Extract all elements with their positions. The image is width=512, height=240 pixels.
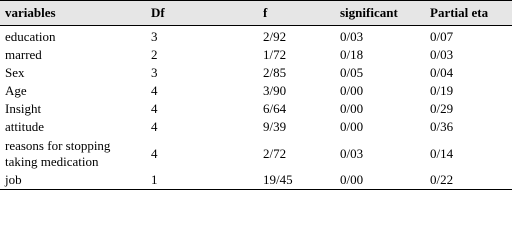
cell-f: 9/39 (263, 119, 287, 134)
cell-partial-eta: 0/36 (430, 119, 454, 134)
cell-df: 3 (151, 29, 158, 44)
cell-variable: education (5, 29, 56, 44)
cell-variable: reasons for stopping taking medication (5, 137, 111, 169)
cell-significant: 0/00 (340, 83, 364, 98)
cell-partial-eta: 0/19 (430, 83, 454, 98)
cell-variable: Insight (5, 101, 42, 116)
cell-variable: Age (5, 83, 27, 98)
table-row (0, 46, 512, 64)
cell-df: 2 (151, 47, 158, 62)
table-row (0, 82, 512, 100)
cell-f: 6/64 (263, 101, 287, 116)
cell-df: 1 (146, 171, 258, 190)
cell-significant: 0/00 (340, 101, 364, 116)
header-f: f (258, 1, 335, 26)
cell-f: 2/92 (263, 29, 287, 44)
cell-partial-eta: 0/29 (430, 101, 454, 116)
table-row (0, 136, 512, 171)
cell-f: 3/90 (263, 83, 287, 98)
header-row (0, 1, 512, 26)
cell-significant: 0/05 (340, 65, 364, 80)
cell-variable: job (0, 171, 146, 190)
table-row (0, 100, 512, 118)
cell-partial-eta: 0/22 (425, 171, 512, 190)
cell-f: 1/72 (263, 47, 287, 62)
cell-significant: 0/00 (340, 119, 364, 134)
header-variables: variables (0, 1, 146, 26)
table-row (0, 118, 512, 136)
cell-significant: 0/03 (340, 29, 364, 44)
cell-significant: 0/18 (340, 47, 364, 62)
cell-partial-eta: 0/04 (430, 65, 454, 80)
header-significant: significant (335, 1, 425, 26)
cell-significant: 0/00 (335, 171, 425, 190)
cell-df: 3 (151, 65, 158, 80)
cell-partial-eta: 0/03 (430, 47, 454, 62)
table-row (0, 26, 512, 47)
cell-f: 19/45 (258, 171, 335, 190)
cell-variable: Sex (5, 65, 25, 80)
cell-significant: 0/03 (340, 145, 364, 161)
cell-f: 2/85 (263, 65, 287, 80)
cell-df: 4 (151, 145, 158, 161)
header-df: Df (146, 1, 258, 26)
cell-partial-eta: 0/07 (430, 29, 454, 44)
cell-partial-eta: 0/14 (430, 145, 454, 161)
cell-f: 2/72 (263, 145, 287, 161)
cell-df: 4 (151, 83, 158, 98)
table-row (0, 171, 512, 190)
table-body (0, 26, 512, 190)
cell-df: 4 (151, 119, 158, 134)
cell-variable: marred (5, 47, 42, 62)
header-partial-eta: Partial eta (425, 1, 512, 26)
table-header (0, 1, 512, 26)
cell-variable: attitude (5, 119, 44, 134)
cell-df: 4 (151, 101, 158, 116)
table-row (0, 64, 512, 82)
